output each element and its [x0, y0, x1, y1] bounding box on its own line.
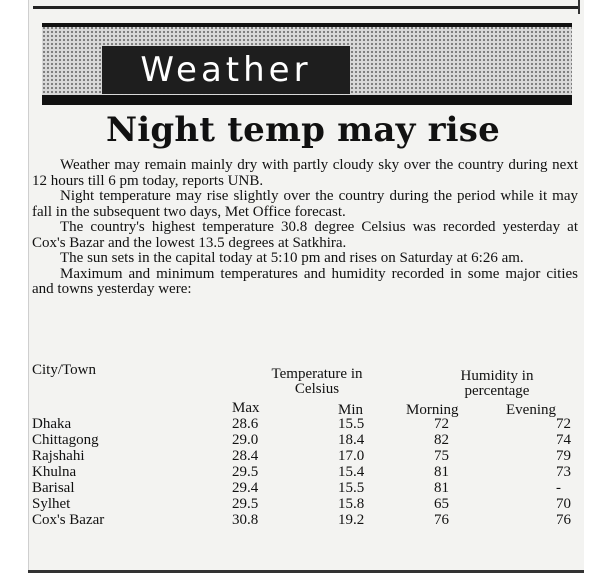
table-row [32, 497, 578, 513]
col-header-morning: Morning [406, 402, 459, 418]
cell-max: 29.0 [232, 432, 259, 448]
col-header-min: Min [338, 402, 364, 418]
paragraph: Weather may remain mainly dry with partly cloudy sky over the country during next 12 hours till 6 pm today, reports UNB. [32, 157, 578, 189]
cell-morning: 82 [434, 432, 449, 448]
col-header-evening: Evening [506, 402, 556, 418]
cell-min: 15.5 [338, 416, 365, 432]
cell-morning: 81 [434, 464, 449, 480]
cell-max: 29.5 [232, 464, 259, 480]
cell-city: Sylhet [32, 496, 71, 512]
cell-city: Khulna [32, 464, 77, 480]
cell-evening: 70 [556, 496, 571, 512]
col-header-max: Max [232, 400, 260, 416]
cell-city: Cox's Bazar [32, 512, 105, 528]
cell-morning: 81 [434, 480, 449, 496]
table-row [32, 449, 578, 465]
cell-morning: 75 [434, 448, 449, 464]
table-row [32, 513, 578, 529]
cell-evening: 79 [556, 448, 571, 464]
cell-evening: - [556, 480, 561, 496]
paragraph: Night temperature may rise slightly over the country during the period while it may fall in the subsequent two days, Met Office forecast. [32, 188, 578, 220]
cell-min: 18.4 [338, 432, 365, 448]
cell-max: 28.4 [232, 448, 259, 464]
corner-mark [572, 0, 580, 14]
article-body [32, 158, 578, 298]
cell-max: 29.4 [232, 480, 259, 496]
cell-min: 15.4 [338, 464, 365, 480]
cell-max: 29.5 [232, 496, 259, 512]
cell-morning: 72 [434, 416, 449, 432]
cell-evening: 76 [556, 512, 571, 528]
cell-min: 19.2 [338, 512, 365, 528]
paragraph: Maximum and minimum temperatures and humidity recorded in some major cities and towns yesterday were: [32, 265, 578, 297]
table-row [32, 417, 578, 433]
section-label-box [102, 46, 350, 94]
cell-city: Rajshahi [32, 448, 85, 464]
table-row [32, 433, 578, 449]
paragraph: The country's highest temperature 30.8 degree Celsius was recorded yesterday at Cox's Bazar and the lowest 13.5 degrees at Satkhira. [32, 219, 578, 251]
table-row [32, 465, 578, 481]
banner-rule-bottom [42, 95, 572, 105]
paragraph: The sun sets in the capital today at 5:10 pm and rises on Saturday at 6:26 am. [60, 250, 524, 266]
cell-min: 15.5 [338, 480, 365, 496]
cell-city: Dhaka [32, 416, 72, 432]
cell-max: 28.6 [232, 416, 259, 432]
cell-max: 30.8 [232, 512, 259, 528]
cell-evening: 74 [556, 432, 571, 448]
cell-min: 17.0 [338, 448, 365, 464]
col-header-city: City/Town [32, 362, 96, 378]
cell-evening: 73 [556, 464, 571, 480]
headline: Night temp may rise [106, 110, 500, 150]
cell-evening: 72 [556, 416, 571, 432]
weather-table [32, 363, 578, 543]
section-label: Weather [140, 50, 312, 90]
banner-rule-top [42, 23, 572, 27]
col-group-temperature: Temperature in Celsius [271, 366, 363, 397]
cell-min: 15.8 [338, 496, 365, 512]
cell-city: Barisal [32, 480, 75, 496]
top-rule [33, 6, 578, 9]
cell-morning: 65 [434, 496, 449, 512]
col-group-humidity: Humidity in percentage [460, 368, 534, 399]
table-row [32, 481, 578, 497]
cell-city: Chittagong [32, 432, 99, 448]
cell-morning: 76 [434, 512, 449, 528]
